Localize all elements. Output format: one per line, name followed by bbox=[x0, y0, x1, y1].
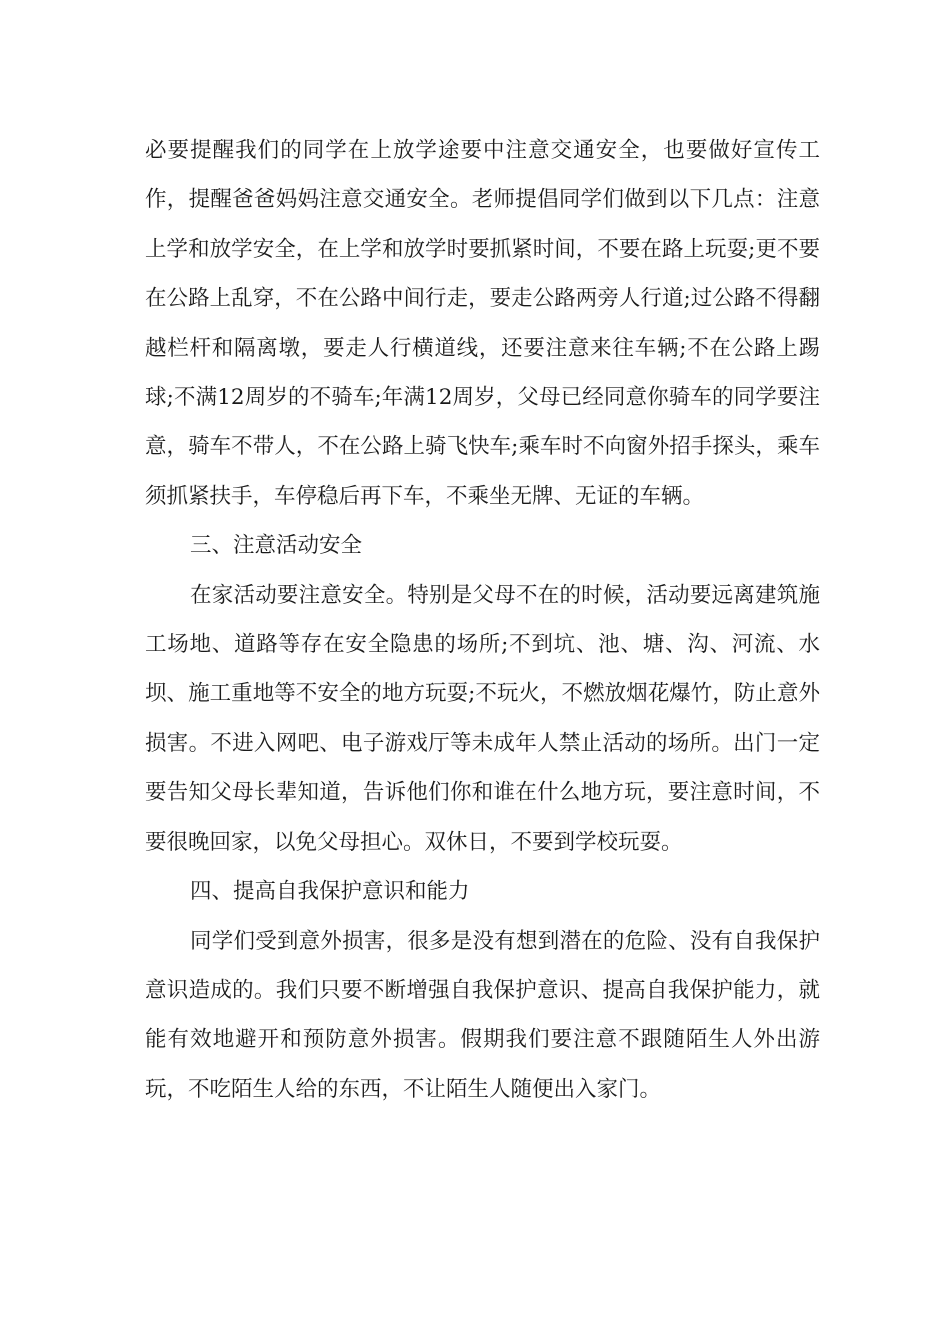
section-heading-activity-safety: 三、注意活动安全 bbox=[190, 533, 363, 559]
paragraph-activity-safety: 在家活动要注意安全。特别是父母不在的时候，活动要远离建筑施工场地、道路等存在安全隐患的场所;不到坑、池、塘、沟、河流、水坝、施工重地等不安全的地方玩耍;不玩火，不燃放烟花爆竹，防止意外损害。不进入网吧、电子游戏厅等未成年人禁止活动的场所。出门一定要告知父母长辈知道，告诉他们你和谁在什么地方玩，要注意时间，不要很晚回家，以免父母担心。双休日，不要到学校玩耍。 bbox=[145, 582, 820, 855]
paragraph-self-protection: 同学们受到意外损害，很多是没有想到潜在的危险、没有自我保护意识造成的。我们只要不断增强自我保护意识、提高自我保护能力，就能有效地避开和预防意外损害。假期我们要注意不跟随陌生人外出游玩，不吃陌生人给的东西，不让陌生人随便出入家门。 bbox=[145, 928, 820, 1102]
paragraph-traffic-safety: 必要提醒我们的同学在上放学途要中注意交通安全，也要做好宣传工作，提醒爸爸妈妈注意交通安全。老师提倡同学们做到以下几点：注意上学和放学安全，在上学和放学时要抓紧时间，不要在路上玩耍;更不要在公路上乱穿，不在公路中间行走，要走公路两旁人行道;过公路不得翻越栏杆和隔离墩，要走人行横道线，还要注意来往车辆;不在公路上踢球;不满12周岁的不骑车;年满12周岁，父母已经同意你骑车的同学要注意，骑车不带人，不在公路上骑飞快车;乘车时不向窗外招手探头，乘车须抓紧扶手，车停稳后再下车，不乘坐无牌、无证的车辆。 bbox=[145, 138, 820, 509]
section-heading-self-protection: 四、提高自我保护意识和能力 bbox=[190, 879, 470, 905]
